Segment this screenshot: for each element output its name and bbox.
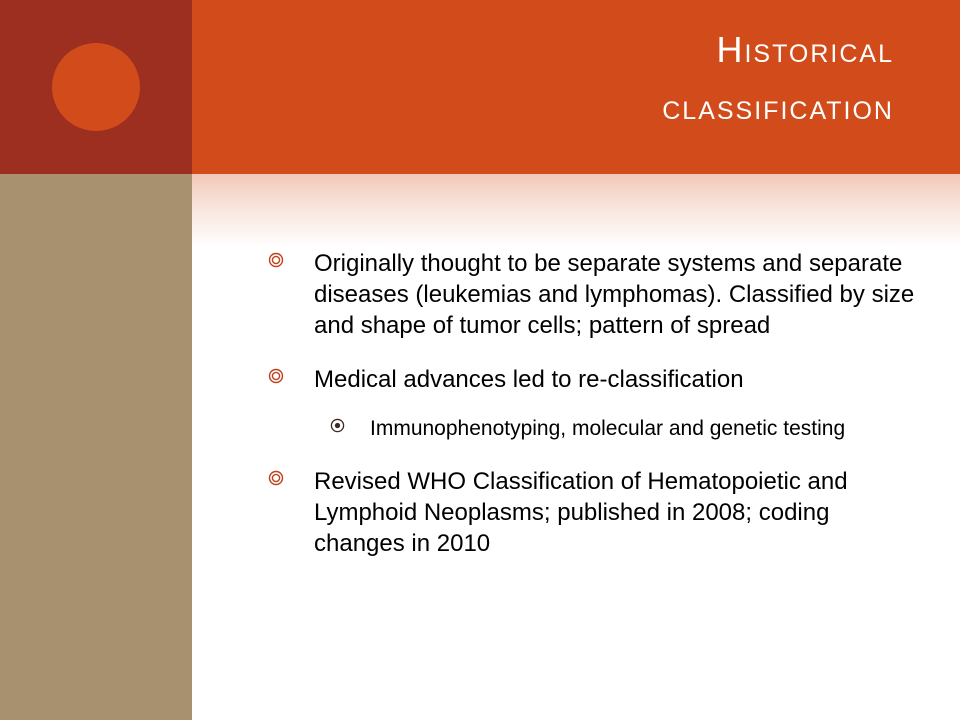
bullet-text-3: Revised WHO Classification of Hematopoietic and Lymphoid Neoplasms; published in 2008; coding changes in 2010	[314, 468, 848, 558]
bullet-item-1	[268, 248, 918, 342]
concentric-circle-icon	[268, 368, 284, 384]
title-gradient-band	[192, 174, 960, 248]
slide-title-line-2: classification	[662, 85, 894, 127]
slide-title	[334, 22, 894, 136]
bullet-item-3	[268, 466, 918, 560]
bullet-item-2	[268, 364, 918, 395]
concentric-circle-icon	[268, 252, 284, 268]
concentric-circle-icon	[268, 470, 284, 486]
slide-content	[268, 248, 918, 582]
sidebar-bottom-panel	[0, 174, 192, 720]
decorative-circle	[52, 43, 140, 131]
bullet-text-2: Medical advances led to re-classification	[314, 365, 744, 393]
sub-bullet-text-1: Immunophenotyping, molecular and genetic testing	[370, 416, 846, 440]
sub-bullet-item-1	[268, 415, 918, 442]
bullet-text-1: Originally thought to be separate systems and separate diseases (leukemias and lymphomas). Classified by size and shape of tumor cells; pattern of spread	[314, 250, 915, 340]
slide-title-line-1: Historical	[716, 29, 894, 70]
dotted-circle-icon	[330, 418, 345, 433]
